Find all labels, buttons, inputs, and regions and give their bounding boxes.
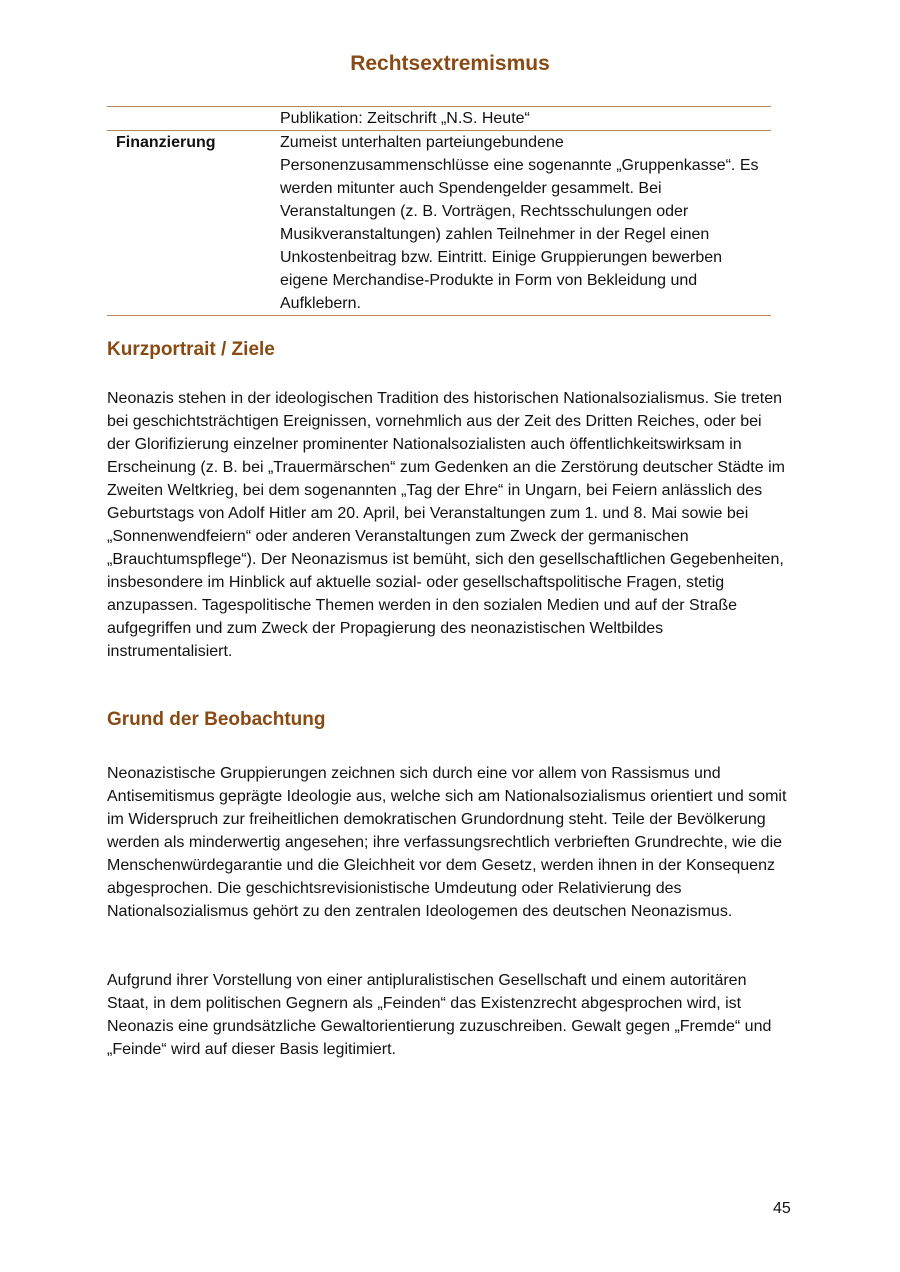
table-row xyxy=(107,107,771,131)
body-paragraph: Neonazistische Gruppierungen zeichnen sich durch eine vor allem von Rassismus und Antisemitismus geprägte Ideologie aus, welche sich am Nationalsozialismus orientiert und somit im Widerspruch zur freiheitlichen demokratischen Grundordnung steht. Teile der Bevölkerung werden als minderwertig angesehen; ihre verfassungsrechtlich verbrieften Grundrechte, wie die Menschenwürdegarantie und die Gleichheit vor dem Gesetz, werden ihnen in der Konsequenz abgesprochen. Die geschichtsrevisionistische Umdeutung oder Relativierung des Nationalsozialismus gehört zu den zentralen Ideologemen des deutschen Neonazismus. xyxy=(107,765,787,920)
row-label xyxy=(107,107,279,131)
section-heading: Grund der Beobachtung xyxy=(107,709,326,730)
info-table xyxy=(107,106,771,316)
row-label: Finanzierung xyxy=(107,131,279,316)
table-row xyxy=(107,131,771,316)
body-paragraph: Aufgrund ihrer Vorstellung von einer antipluralistischen Gesellschaft und einem autoritären Staat, in dem politischen Gegnern als „Feinden“ das Existenzrecht abgesprochen wird, ist Neonazis eine grundsätzliche Gewaltorientierung zuzuschreiben. Gewalt gegen „Fremde“ und „Feinde“ wird auf dieser Basis legitimiert. xyxy=(107,972,772,1058)
row-value: Publikation: Zeitschrift „N.S. Heute“ xyxy=(279,107,771,131)
row-value: Zumeist unterhalten parteiungebundene Personenzusammenschlüsse eine sogenannte „Gruppenkasse“. Es werden mitunter auch Spendengelder gesammelt. Bei Veranstaltungen (z. B. Vorträgen, Rechtsschulungen oder Musikveranstaltungen) zahlen Teilnehmer in der Regel einen Unkostenbeitrag bzw. Eintritt. Einige Gruppierungen bewerben eigene Merchandise-Produkte in Form von Bekleidung und Aufklebern. xyxy=(279,131,771,316)
page-title: Rechtsextremismus xyxy=(350,52,550,75)
page-number: 45 xyxy=(773,1200,791,1217)
body-paragraph: Neonazis stehen in der ideologischen Tradition des historischen Nationalsozialismus. Sie treten bei geschichtsträchtigen Ereignissen, vornehmlich aus der Zeit des Dritten Reiches, oder bei der Glorifizierung einzelner prominenter Nationalsozialisten auch öffentlichkeitswirksam in Erscheinung (z. B. bei „Trauermärschen“ zum Gedenken an die Zerstörung deutscher Städte im Zweiten Weltkrieg, bei dem sogenannten „Tag der Ehre“ in Ungarn, bei Feiern anlässlich des Geburtstags von Adolf Hitler am 20. April, bei Veranstaltungen zum 1. und 8. Mai sowie bei „Sonnenwendfeiern“ oder anderen Veranstaltungen zum Zweck der germanischen „Brauchtumspflege“). Der Neonazismus ist bemüht, sich den gesellschaftlichen Gegebenheiten, insbesondere im Hinblick auf aktuelle sozial- oder gesellschaftspolitische Fragen, stetig anzupassen. Tagespolitische Themen werden in den sozialen Medien und auf der Straße aufgegriffen und zum Zweck der Propagierung des neonazistischen Weltbildes instrumentalisiert. xyxy=(107,390,785,660)
section-heading: Kurzportrait / Ziele xyxy=(107,339,275,360)
